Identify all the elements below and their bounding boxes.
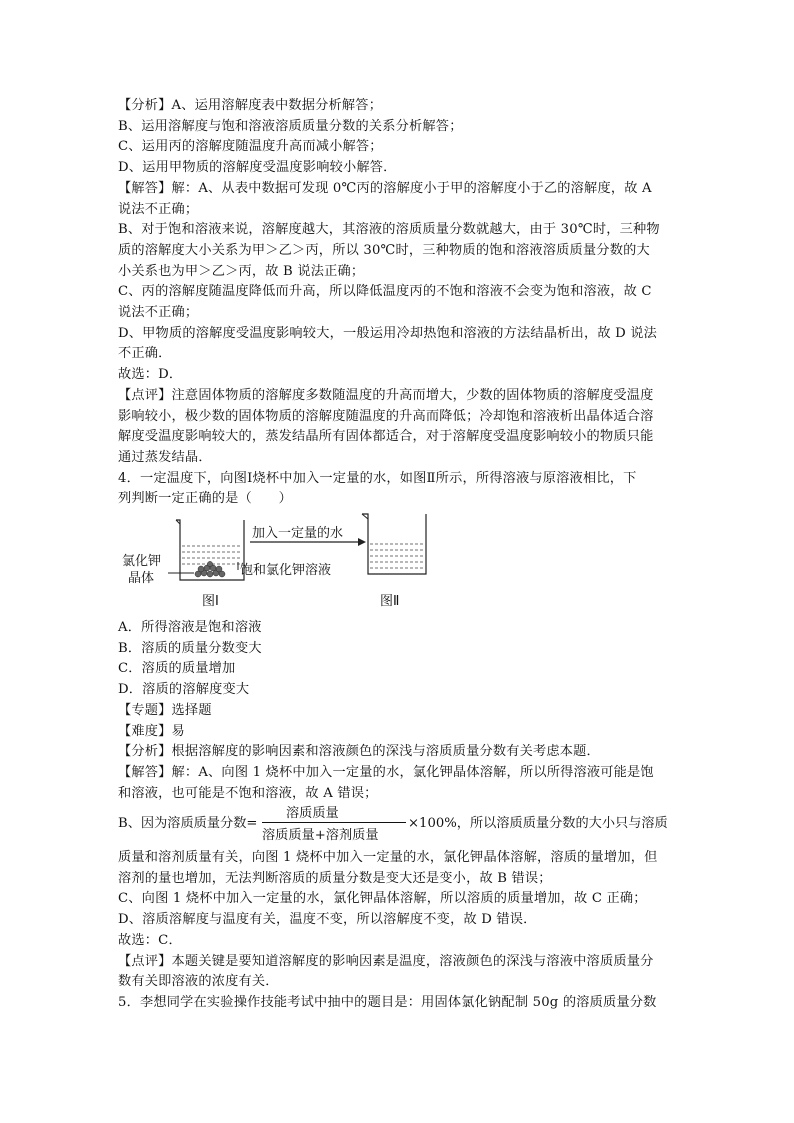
text-line: 【点评】注意固体物质的溶解度多数随温度的升高而增大，少数的固体物质的溶解度受温度 bbox=[118, 387, 654, 403]
text-line: C．溶质的质量增加 bbox=[118, 661, 236, 677]
text-line: 质量和溶剂质量有关，向图 1 烧杯中加入一定量的水，氯化钾晶体溶解，溶质的量增加，但 bbox=[118, 850, 658, 865]
text-line: 影响较小，极少数的固体物质的溶解度随温度的升高而降低；冷却饱和溶液析出晶体适合溶 bbox=[118, 408, 654, 424]
text-line: 【专题】选择题 bbox=[118, 702, 212, 718]
text-line: 说法不正确； bbox=[118, 201, 199, 217]
text-line: C、丙的溶解度随温度降低而升高，所以降低温度丙的不饱和溶液不会变为饱和溶液，故 C bbox=[118, 284, 652, 300]
text-line: C、运用丙的溶解度随温度升高而减小解答； bbox=[118, 139, 383, 155]
text-line: 和溶液，也可能是不饱和溶液，故 A 错误； bbox=[118, 785, 378, 801]
text-line: B、对于饱和溶液来说，溶解度越大，其溶液的溶质质量分数就越大，由于 30℃时，三种物 bbox=[118, 222, 660, 238]
arrow-label: 加入一定量的水 bbox=[252, 526, 344, 541]
text-line: 【分析】根据溶解度的影响因素和溶液颜色的深浅与溶质质量分数有关考虑本题． bbox=[118, 744, 600, 760]
text-line: 4．一定温度下，向图Ⅰ烧杯中加入一定量的水，如图Ⅱ所示，所得溶液与原溶液相比，下 bbox=[118, 470, 637, 486]
text-line: 列判断一定正确的是（ ） bbox=[118, 491, 293, 507]
text-line: D．溶质的溶解度变大 bbox=[118, 682, 250, 698]
text-line: 解度受温度影响较大的，蒸发结晶所有固体都适合，对于溶解度受温度影响较小的物质只能 bbox=[118, 429, 654, 445]
beaker-figure bbox=[118, 510, 678, 616]
formula-prefix: B、因为溶质质量分数= bbox=[118, 816, 258, 831]
text-line: D、运用甲物质的溶解度受温度影响较小解答． bbox=[118, 160, 397, 176]
figure-caption-1: 图Ⅰ bbox=[202, 594, 219, 609]
text-line: 质的溶解度大小关系为甲＞乙＞丙，所以 30℃时，三种物质的饱和溶液溶质质量分数的大 bbox=[118, 242, 650, 258]
text-line: 【解答】解：A、从表中数据可发现 0℃丙的溶解度小于甲的溶解度小于乙的溶解度，故 A bbox=[118, 180, 652, 196]
crystal-label-line2: 晶体 bbox=[128, 571, 155, 586]
text-line: D、溶质溶解度与温度有关，温度不变，所以溶解度不变，故 D 错误． bbox=[118, 912, 537, 928]
formula-suffix: ×100%，所以溶质质量分数的大小只与溶质 bbox=[408, 816, 668, 831]
beaker-2 bbox=[362, 514, 426, 574]
text-line: 数有关即溶液的浓度有关． bbox=[118, 974, 279, 990]
text-line: 故选：C． bbox=[118, 932, 182, 948]
formula-denominator: 溶质质量+溶剂质量 bbox=[262, 828, 379, 843]
text-line: 说法不正确； bbox=[118, 305, 199, 320]
text-line: 【点评】本题关键是要知道溶解度的影响因素是温度，溶液颜色的深浅与溶液中溶质质量分 bbox=[118, 953, 654, 969]
text-line: 不正确． bbox=[118, 346, 172, 362]
text-line: D、甲物质的溶解度受温度影响较大，一般运用冷却热饱和溶液的方法结晶析出，故 D 说法 bbox=[118, 325, 658, 341]
text-line: 【难度】易 bbox=[118, 723, 185, 739]
figure-caption-2: 图Ⅱ bbox=[380, 594, 400, 609]
text-line: 5．李想同学在实验操作技能考试中抽中的题目是：用固体氯化钠配制 50g 的溶质质量分数 bbox=[118, 994, 657, 1010]
text-line: 小关系也为甲＞乙＞丙，故 B 说法正确； bbox=[118, 263, 365, 279]
text-line: B．溶质的质量分数变大 bbox=[118, 640, 262, 656]
formula-numerator: 溶质质量 bbox=[286, 806, 339, 821]
crystal-label-line1: 氯化钾 bbox=[122, 554, 162, 569]
text-line: 【解答】解：A、向图 1 烧杯中加入一定量的水，氯化钾晶体溶解，所以所得溶液可能是饱 bbox=[118, 764, 654, 780]
text-line: 通过蒸发结晶． bbox=[118, 449, 212, 465]
text-line: 故选：D． bbox=[118, 367, 183, 383]
text-line: 【分析】A、运用溶解度表中数据分析解答； bbox=[118, 98, 383, 113]
text-line: A．所得溶液是饱和溶液 bbox=[118, 620, 262, 635]
fraction-bar bbox=[262, 822, 406, 823]
beaker-1 bbox=[168, 520, 244, 580]
text-line: 溶剂的量也增加，无法判断溶质的质量分数是变大还是变小，故 B 错误； bbox=[118, 870, 552, 886]
solution-label: 饱和氯化钾溶液 bbox=[240, 563, 332, 578]
text-line: C、向图 1 烧杯中加入一定量的水，氯化钾晶体溶解，所以溶质的质量增加，故 C 正确； bbox=[118, 891, 647, 907]
text-line: B、运用溶解度与饱和溶液溶质质量分数的关系分析解答； bbox=[118, 118, 463, 134]
